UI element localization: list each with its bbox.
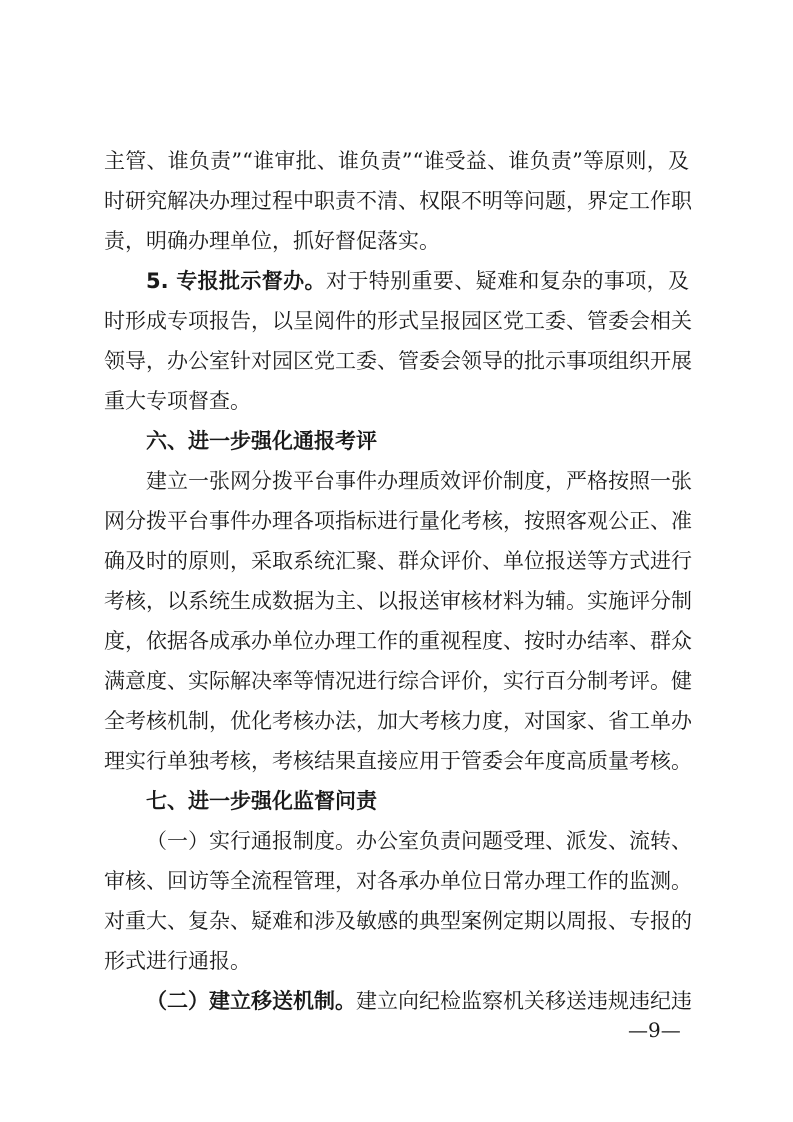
body-text-line: 重大专项督查。 xyxy=(104,389,251,413)
body-text-line: 主管、谁负责”“谁审批、谁负责”“谁受益、谁负责”等原则，及 xyxy=(104,149,689,173)
body-text-line: 形式进行通报。 xyxy=(104,949,251,973)
body-text-line: 确及时的原则，采取系统汇聚、群众评价、单位报送等方式进行 xyxy=(104,549,692,573)
body-text-fragment: 建立向纪检监察机关移送违规违纪违 xyxy=(356,989,692,1013)
paragraph-item-5 xyxy=(146,266,689,296)
body-text-line: 理实行单独考核，考核结果直接应用于管委会年度高质量考核。 xyxy=(104,749,692,773)
body-text-line: 建立一张网分拨平台事件办理质效评价制度，严格按照一张 xyxy=(146,469,692,493)
body-text-line: 考核，以系统生成数据为主、以报送审核材料为辅。实施评分制 xyxy=(104,589,692,613)
body-text-line: 网分拨平台事件办理各项指标进行量化考核，按照客观公正、准 xyxy=(104,509,692,533)
section-heading-6: 六、进一步强化通报考评 xyxy=(146,429,377,453)
body-text-line: 审核、回访等全流程管理，对各承办单位日常办理工作的监测。 xyxy=(104,869,692,893)
page-number: —9— xyxy=(628,1018,681,1042)
body-text-line: 对重大、复杂、疑难和涉及敏感的典型案例定期以周报、专报的 xyxy=(104,909,692,933)
item-2-heading: （二）建立移送机制。 xyxy=(146,989,356,1013)
body-text-line: （一）实行通报制度。办公室负责问题受理、派发、流转、 xyxy=(146,829,692,853)
body-text-line: 度，依据各成承办单位办理工作的重视程度、按时办结率、群众 xyxy=(104,629,692,653)
body-text-line: 时形成专项报告，以呈阅件的形式呈报园区党工委、管委会相关 xyxy=(104,309,692,333)
body-text-line: 满意度、实际解决率等情况进行综合评价，实行百分制考评。健 xyxy=(104,669,692,693)
body-text-fragment: 对于特别重要、疑难和复杂的事项，及 xyxy=(325,269,689,293)
body-text-line: 时研究解决办理过程中职责不清、权限不明等问题，界定工作职 xyxy=(104,189,692,213)
item-5-heading: 5. 专报批示督办。 xyxy=(146,269,326,293)
paragraph-item-2 xyxy=(146,986,692,1016)
body-text-line: 责，明确办理单位，抓好督促落实。 xyxy=(104,229,440,253)
body-text-line: 全考核机制，优化考核办法，加大考核力度，对国家、省工单办 xyxy=(104,709,692,733)
body-text-line: 领导，办公室针对园区党工委、管委会领导的批示事项组织开展 xyxy=(104,349,692,373)
section-heading-7: 七、进一步强化监督问责 xyxy=(146,789,377,813)
